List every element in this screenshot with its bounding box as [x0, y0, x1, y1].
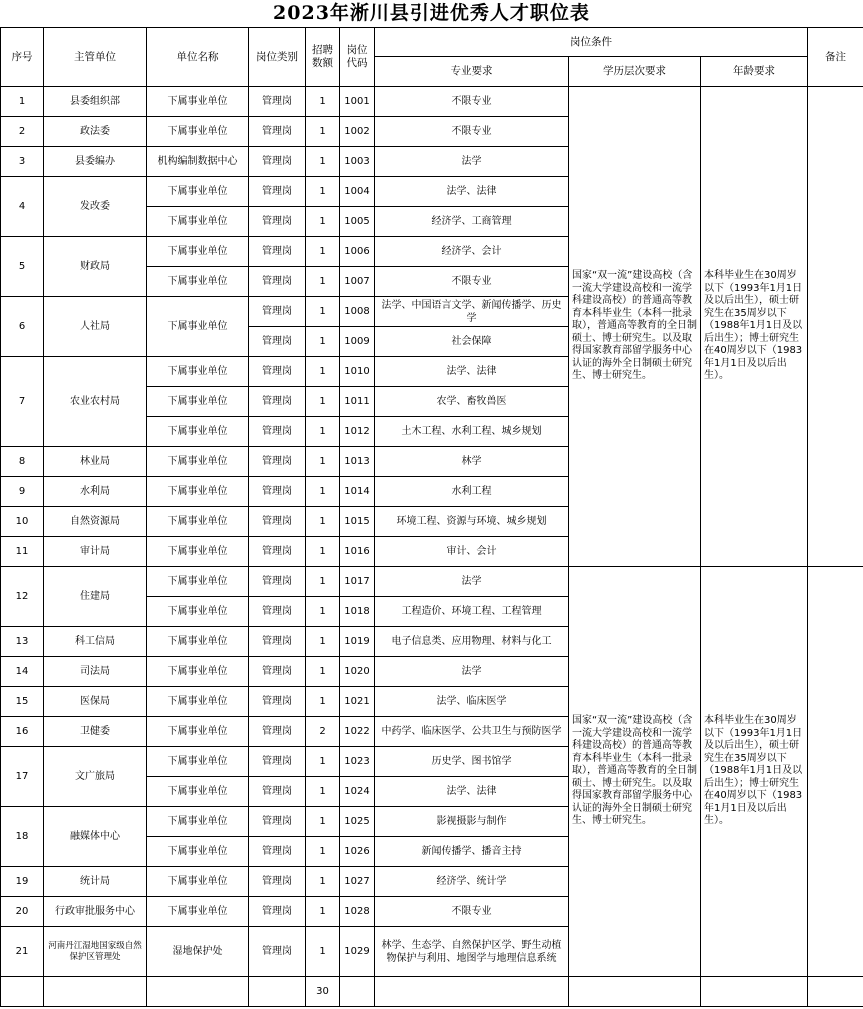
header-education: 学历层次要求	[569, 57, 701, 87]
seq-cell: 14	[1, 657, 44, 687]
count-cell: 1	[306, 177, 340, 207]
dept-cell: 县委编办	[44, 147, 147, 177]
major-cell: 经济学、统计学	[375, 867, 569, 897]
unit-cell: 下属事业单位	[147, 867, 249, 897]
count-cell: 1	[306, 147, 340, 177]
empty-cell	[147, 977, 249, 1007]
code-cell: 1013	[340, 447, 375, 477]
table-row	[1, 87, 863, 117]
type-cell: 管理岗	[249, 117, 306, 147]
type-cell: 管理岗	[249, 177, 306, 207]
code-cell: 1005	[340, 207, 375, 237]
count-cell: 1	[306, 117, 340, 147]
code-cell: 1024	[340, 777, 375, 807]
count-cell: 1	[306, 267, 340, 297]
type-cell: 管理岗	[249, 387, 306, 417]
empty-cell	[808, 977, 863, 1007]
seq-cell: 7	[1, 357, 44, 447]
count-cell: 1	[306, 387, 340, 417]
type-cell: 管理岗	[249, 267, 306, 297]
count-cell: 1	[306, 537, 340, 567]
unit-cell: 下属事业单位	[147, 567, 249, 597]
seq-cell: 5	[1, 237, 44, 297]
total-row	[1, 977, 863, 1007]
major-cell: 经济学、工商管理	[375, 207, 569, 237]
total-count: 30	[306, 977, 340, 1007]
code-cell: 1022	[340, 717, 375, 747]
count-cell: 1	[306, 357, 340, 387]
seq-cell: 8	[1, 447, 44, 477]
code-cell: 1020	[340, 657, 375, 687]
header-dept: 主管单位	[44, 28, 147, 87]
dept-cell: 医保局	[44, 687, 147, 717]
dept-cell: 行政审批服务中心	[44, 897, 147, 927]
type-cell: 管理岗	[249, 477, 306, 507]
count-cell: 1	[306, 447, 340, 477]
type-cell: 管理岗	[249, 297, 306, 327]
unit-cell: 下属事业单位	[147, 897, 249, 927]
code-cell: 1001	[340, 87, 375, 117]
unit-cell: 下属事业单位	[147, 657, 249, 687]
seq-cell: 10	[1, 507, 44, 537]
type-cell: 管理岗	[249, 657, 306, 687]
major-cell: 法学、中国语言文学、新闻传播学、历史学	[375, 297, 569, 327]
dept-cell: 林业局	[44, 447, 147, 477]
type-cell: 管理岗	[249, 627, 306, 657]
code-cell: 1015	[340, 507, 375, 537]
major-cell: 法学、法律	[375, 357, 569, 387]
major-cell: 审计、会计	[375, 537, 569, 567]
unit-cell: 下属事业单位	[147, 177, 249, 207]
header-unit: 单位名称	[147, 28, 249, 87]
unit-cell: 下属事业单位	[147, 387, 249, 417]
empty-cell	[569, 977, 701, 1007]
code-cell: 1003	[340, 147, 375, 177]
major-cell: 法学	[375, 657, 569, 687]
seq-cell: 6	[1, 297, 44, 357]
type-cell: 管理岗	[249, 447, 306, 477]
unit-cell: 下属事业单位	[147, 627, 249, 657]
count-cell: 1	[306, 807, 340, 837]
unit-cell: 下属事业单位	[147, 687, 249, 717]
type-cell: 管理岗	[249, 417, 306, 447]
type-cell: 管理岗	[249, 87, 306, 117]
unit-cell: 下属事业单位	[147, 87, 249, 117]
type-cell: 管理岗	[249, 147, 306, 177]
dept-cell: 住建局	[44, 567, 147, 627]
code-cell: 1023	[340, 747, 375, 777]
dept-cell: 司法局	[44, 657, 147, 687]
major-cell: 农学、畜牧兽医	[375, 387, 569, 417]
count-cell: 1	[306, 567, 340, 597]
unit-cell: 下属事业单位	[147, 597, 249, 627]
count-cell: 2	[306, 717, 340, 747]
seq-cell: 13	[1, 627, 44, 657]
major-cell: 不限专业	[375, 897, 569, 927]
dept-cell: 人社局	[44, 297, 147, 357]
seq-cell: 3	[1, 147, 44, 177]
major-cell: 新闻传播学、播音主持	[375, 837, 569, 867]
header-type: 岗位类别	[249, 28, 306, 87]
type-cell: 管理岗	[249, 837, 306, 867]
code-cell: 1029	[340, 927, 375, 977]
empty-cell	[249, 977, 306, 1007]
major-cell: 不限专业	[375, 87, 569, 117]
unit-cell: 下属事业单位	[147, 537, 249, 567]
seq-cell: 19	[1, 867, 44, 897]
count-cell: 1	[306, 897, 340, 927]
empty-cell	[1, 977, 44, 1007]
remark-cell	[808, 567, 863, 977]
major-cell: 水利工程	[375, 477, 569, 507]
type-cell: 管理岗	[249, 597, 306, 627]
code-cell: 1021	[340, 687, 375, 717]
major-cell: 法学	[375, 147, 569, 177]
count-cell: 1	[306, 597, 340, 627]
major-cell: 林学	[375, 447, 569, 477]
dept-cell: 科工信局	[44, 627, 147, 657]
major-cell: 林学、生态学、自然保护区学、野生动植物保护与利用、地图学与地理信息系统	[375, 927, 569, 977]
table-row	[1, 567, 863, 597]
code-cell: 1017	[340, 567, 375, 597]
unit-cell: 机构编制数据中心	[147, 147, 249, 177]
major-cell: 电子信息类、应用物理、材料与化工	[375, 627, 569, 657]
remark-cell	[808, 87, 863, 567]
seq-cell: 11	[1, 537, 44, 567]
dept-cell: 财政局	[44, 237, 147, 297]
seq-cell: 17	[1, 747, 44, 807]
seq-cell: 15	[1, 687, 44, 717]
seq-cell: 21	[1, 927, 44, 977]
seq-cell: 4	[1, 177, 44, 237]
code-cell: 1010	[340, 357, 375, 387]
age-cell: 本科毕业生在30周岁以下（1993年1月1日及以后出生），硕士研究生在35周岁以下（1988年1月1日及以后出生）；博士研究生在40周岁以下（1983年1月1日及以后出生）。	[701, 567, 808, 977]
count-cell: 1	[306, 837, 340, 867]
unit-cell: 下属事业单位	[147, 717, 249, 747]
code-cell: 1004	[340, 177, 375, 207]
header-age: 年龄要求	[701, 57, 808, 87]
age-cell: 本科毕业生在30周岁以下（1993年1月1日及以后出生），硕士研究生在35周岁以下（1988年1月1日及以后出生）；博士研究生在40周岁以下（1983年1月1日及以后出生）。	[701, 87, 808, 567]
unit-cell: 下属事业单位	[147, 507, 249, 537]
seq-cell: 16	[1, 717, 44, 747]
code-cell: 1028	[340, 897, 375, 927]
count-cell: 1	[306, 207, 340, 237]
count-cell: 1	[306, 87, 340, 117]
dept-cell: 河南丹江湿地国家级自然保护区管理处	[44, 927, 147, 977]
type-cell: 管理岗	[249, 747, 306, 777]
seq-cell: 9	[1, 477, 44, 507]
count-cell: 1	[306, 507, 340, 537]
code-cell: 1011	[340, 387, 375, 417]
type-cell: 管理岗	[249, 927, 306, 977]
major-cell: 不限专业	[375, 117, 569, 147]
code-cell: 1027	[340, 867, 375, 897]
empty-cell	[340, 977, 375, 1007]
code-cell: 1018	[340, 597, 375, 627]
type-cell: 管理岗	[249, 717, 306, 747]
unit-cell: 下属事业单位	[147, 777, 249, 807]
seq-cell: 20	[1, 897, 44, 927]
education-cell: 国家“双一流”建设高校（含一流大学建设高校和一流学科建设高校）的普通高等教育本科毕业生（本科一批录取），普通高等教育的全日制硕士、博士研究生。以及取得国家教育部留学服务中心认证的海外全日制硕士研究生、博士研究生。	[569, 567, 701, 977]
major-cell: 法学	[375, 567, 569, 597]
code-cell: 1014	[340, 477, 375, 507]
count-cell: 1	[306, 417, 340, 447]
major-cell: 土木工程、水利工程、城乡规划	[375, 417, 569, 447]
unit-cell: 下属事业单位	[147, 117, 249, 147]
unit-cell: 下属事业单位	[147, 477, 249, 507]
type-cell: 管理岗	[249, 507, 306, 537]
unit-cell: 湿地保护处	[147, 927, 249, 977]
count-cell: 1	[306, 477, 340, 507]
dept-cell: 统计局	[44, 867, 147, 897]
empty-cell	[44, 977, 147, 1007]
page-title: 2023年淅川县引进优秀人才职位表	[273, 2, 590, 24]
unit-cell: 下属事业单位	[147, 207, 249, 237]
unit-cell: 下属事业单位	[147, 447, 249, 477]
count-cell: 1	[306, 237, 340, 267]
seq-cell: 1	[1, 87, 44, 117]
count-cell: 1	[306, 747, 340, 777]
major-cell: 法学、临床医学	[375, 687, 569, 717]
major-cell: 影视摄影与制作	[375, 807, 569, 837]
code-cell: 1008	[340, 297, 375, 327]
type-cell: 管理岗	[249, 777, 306, 807]
count-cell: 1	[306, 657, 340, 687]
major-cell: 法学、法律	[375, 777, 569, 807]
count-cell: 1	[306, 687, 340, 717]
dept-cell: 水利局	[44, 477, 147, 507]
header-major: 专业要求	[375, 57, 569, 87]
unit-cell: 下属事业单位	[147, 357, 249, 387]
header-conditions: 岗位条件	[375, 28, 808, 57]
count-cell: 1	[306, 867, 340, 897]
type-cell: 管理岗	[249, 897, 306, 927]
table-body	[1, 87, 863, 1007]
type-cell: 管理岗	[249, 207, 306, 237]
type-cell: 管理岗	[249, 537, 306, 567]
seq-cell: 12	[1, 567, 44, 627]
unit-cell: 下属事业单位	[147, 237, 249, 267]
type-cell: 管理岗	[249, 237, 306, 267]
empty-cell	[375, 977, 569, 1007]
dept-cell: 卫健委	[44, 717, 147, 747]
header-count: 招聘数额	[306, 28, 340, 87]
code-cell: 1019	[340, 627, 375, 657]
unit-cell: 下属事业单位	[147, 297, 249, 357]
code-cell: 1016	[340, 537, 375, 567]
major-cell: 中药学、临床医学、公共卫生与预防医学	[375, 717, 569, 747]
count-cell: 1	[306, 627, 340, 657]
header-remark: 备注	[808, 28, 863, 87]
count-cell: 1	[306, 777, 340, 807]
position-table	[0, 27, 863, 1007]
unit-cell: 下属事业单位	[147, 417, 249, 447]
major-cell: 工程造价、环境工程、工程管理	[375, 597, 569, 627]
education-cell: 国家“双一流”建设高校（含一流大学建设高校和一流学科建设高校）的普通高等教育本科毕业生（本科一批录取），普通高等教育的全日制硕士、博士研究生。以及取得国家教育部留学服务中心认证的海外全日制硕士研究生、博士研究生。	[569, 87, 701, 567]
major-cell: 经济学、会计	[375, 237, 569, 267]
type-cell: 管理岗	[249, 327, 306, 357]
empty-cell	[701, 977, 808, 1007]
unit-cell: 下属事业单位	[147, 747, 249, 777]
count-cell: 1	[306, 327, 340, 357]
header-code: 岗位代码	[340, 28, 375, 87]
seq-cell: 2	[1, 117, 44, 147]
major-cell: 法学、法律	[375, 177, 569, 207]
dept-cell: 县委组织部	[44, 87, 147, 117]
code-cell: 1026	[340, 837, 375, 867]
dept-cell: 自然资源局	[44, 507, 147, 537]
type-cell: 管理岗	[249, 807, 306, 837]
type-cell: 管理岗	[249, 357, 306, 387]
seq-cell: 18	[1, 807, 44, 867]
major-cell: 不限专业	[375, 267, 569, 297]
type-cell: 管理岗	[249, 567, 306, 597]
dept-cell: 发改委	[44, 177, 147, 237]
unit-cell: 下属事业单位	[147, 837, 249, 867]
unit-cell: 下属事业单位	[147, 807, 249, 837]
code-cell: 1012	[340, 417, 375, 447]
dept-cell: 审计局	[44, 537, 147, 567]
dept-cell: 文广旅局	[44, 747, 147, 807]
major-cell: 历史学、图书馆学	[375, 747, 569, 777]
header-seq: 序号	[1, 28, 44, 87]
major-cell: 环境工程、资源与环境、城乡规划	[375, 507, 569, 537]
count-cell: 1	[306, 297, 340, 327]
major-cell: 社会保障	[375, 327, 569, 357]
type-cell: 管理岗	[249, 687, 306, 717]
type-cell: 管理岗	[249, 867, 306, 897]
code-cell: 1007	[340, 267, 375, 297]
dept-cell: 政法委	[44, 117, 147, 147]
dept-cell: 农业农村局	[44, 357, 147, 447]
code-cell: 1002	[340, 117, 375, 147]
code-cell: 1009	[340, 327, 375, 357]
count-cell: 1	[306, 927, 340, 977]
dept-cell: 融媒体中心	[44, 807, 147, 867]
code-cell: 1006	[340, 237, 375, 267]
code-cell: 1025	[340, 807, 375, 837]
unit-cell: 下属事业单位	[147, 267, 249, 297]
